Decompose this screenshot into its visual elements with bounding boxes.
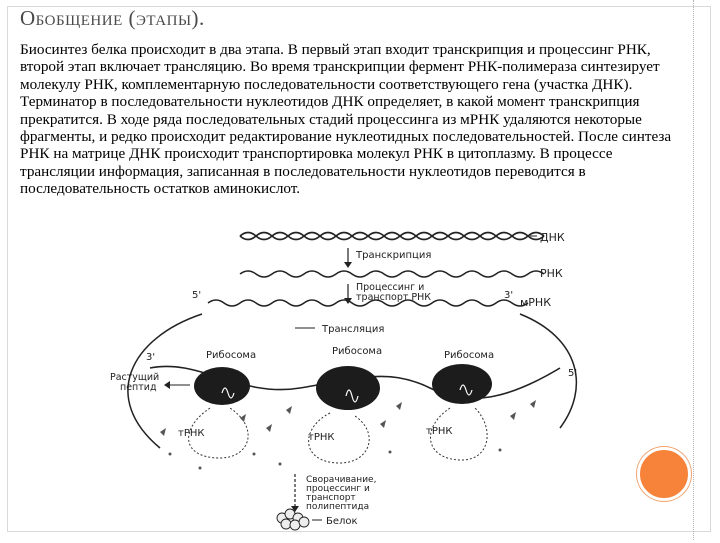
mrna-3prime-2: 3' xyxy=(146,352,156,363)
folding-label-3: транспорт xyxy=(306,493,356,503)
ribosome-2 xyxy=(316,366,380,410)
folding-label-1: Сворачивание, xyxy=(306,475,377,485)
trna-label-1: тРНК xyxy=(178,428,205,439)
processing-label-2: транспорт РНК xyxy=(356,292,432,303)
mrna-label: мРНК xyxy=(520,296,552,309)
mrna-3prime: 3' xyxy=(504,290,514,301)
slide-title: Обобщение (этапы). xyxy=(20,6,205,30)
transcription-label: Транскрипция xyxy=(356,250,432,261)
ribosome-label-3: Рибосома xyxy=(444,350,495,361)
trna-label-2: тРНК xyxy=(308,432,335,443)
ribosome-label-1: Рибосома xyxy=(206,350,257,361)
translation-label: Трансляция xyxy=(322,324,385,335)
processing-label-1: Процессинг и xyxy=(356,282,425,293)
folding-label-4: полипептида xyxy=(306,502,370,512)
growing-peptide-1: Растущий xyxy=(110,372,160,383)
growing-peptide-2: пептид xyxy=(120,382,157,393)
folding-label-2: процессинг и xyxy=(306,484,370,494)
mrna-5prime-2: 5' xyxy=(568,368,578,379)
dna-label: ДНК xyxy=(540,231,565,244)
ribosome-3 xyxy=(432,364,492,404)
ribosome-label-2: Рибосома xyxy=(332,346,383,357)
protein-label: Белок xyxy=(326,516,358,527)
protein-synthesis-diagram xyxy=(90,228,610,538)
trna-label-3: тРНК xyxy=(426,426,453,437)
mrna-5prime: 5' xyxy=(192,290,202,301)
right-divider xyxy=(693,0,695,540)
slide-body: Биосинтез белка происходит в два этапа. В первый этап входит транскрипция и процессинг РНК, второй этап включает трансляцию. Во время транскрипции фермент РНК-полимераза синтезирует молекулу РНК, комплементарную последовательности соответствующего гена (участка ДНК). Терминатор в последовательности нуклеотидов ДНК определяет, в какой момент транскрипция прекратится. В ходе ряда последовательных стадий процессинга из мРНК удаляются некоторые фрагменты, и редко происходит редактирование нуклеотидных последовательностей. После синтеза РНК на матрице ДНК происходит транспортировка молекул РНК в цитоплазму. В процессе трансляции информация, записанная в последовательности нуклеотидов переводится в последовательность остатков аминокислот. xyxy=(20,41,672,198)
dna-helix xyxy=(240,233,544,240)
ribosome-1 xyxy=(194,367,250,405)
protein-glyph xyxy=(277,509,309,530)
decorative-orange-dot xyxy=(637,447,691,501)
rna-label: РНК xyxy=(540,267,563,280)
rna-strand xyxy=(240,271,544,277)
